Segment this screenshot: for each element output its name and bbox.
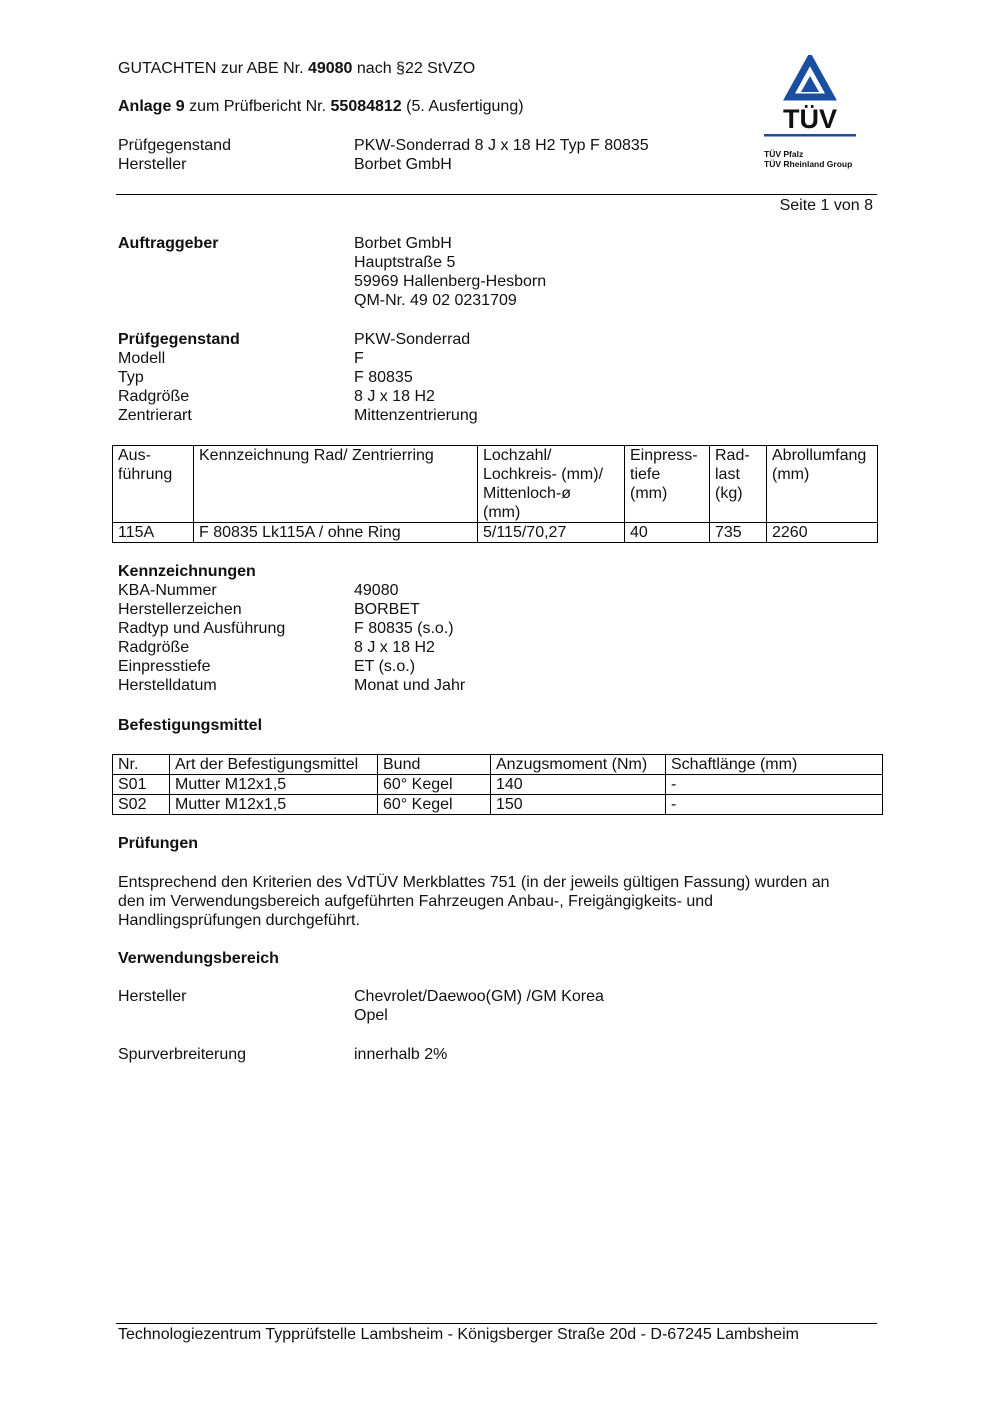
table-header-cell: Bund <box>378 755 491 775</box>
table-header-cell: Aus- führung <box>113 446 194 523</box>
logo-subtitle-2: TÜV Rheinland Group <box>764 159 853 169</box>
header-divider <box>116 194 877 195</box>
table-cell: 5/115/70,27 <box>478 523 625 543</box>
test-object-values <box>354 330 478 425</box>
paragraph-line: Entsprechend den Kriterien des VdTÜV Merkblattes 751 (in der jeweils gültigen Fassung) wurden an <box>118 874 830 891</box>
test-object-label: Modell <box>118 350 166 367</box>
table-header-cell: Kennzeichnung Rad/ Zentrierring <box>194 446 478 523</box>
logo-text: TÜV <box>783 104 837 134</box>
table-header-cell: Einpress- tiefe (mm) <box>625 446 710 523</box>
document-title: GUTACHTEN zur ABE Nr. 49080 nach §22 StVZO <box>118 60 476 77</box>
table-cell: - <box>666 775 883 795</box>
client-city: 59969 Hallenberg-Hesborn <box>354 273 547 290</box>
marking-label: KBA-Nummer <box>118 582 217 599</box>
marking-label: Herstelldatum <box>118 677 217 694</box>
marking-value: 49080 <box>354 582 399 599</box>
client-address <box>354 234 546 310</box>
table-cell: 60° Kegel <box>378 795 491 815</box>
header-value-hersteller: Borbet GmbH <box>354 156 452 173</box>
marking-label: Herstellerzeichen <box>118 601 242 618</box>
test-object-heading: Prüfgegenstand <box>118 331 240 348</box>
paragraph-line: den im Verwendungsbereich aufgeführten Fahrzeugen Anbau-, Freigängigkeits- und <box>118 893 714 910</box>
usage-manufacturer-values <box>354 987 604 1025</box>
test-object-labels <box>118 330 240 425</box>
track-widening-value: innerhalb 2% <box>354 1046 448 1063</box>
table-header-cell: Lochzahl/ Lochkreis- (mm)/ Mittenloch-ø (mm) <box>478 446 625 523</box>
client-qm-number: QM-Nr. 49 02 0231709 <box>354 292 517 309</box>
marking-value: BORBET <box>354 601 420 618</box>
table-header-cell: Art der Befestigungsmittel <box>170 755 378 775</box>
usage-heading: Verwendungsbereich <box>118 950 279 967</box>
table-cell: 150 <box>491 795 666 815</box>
table-cell: 40 <box>625 523 710 543</box>
marking-label: Radgröße <box>118 639 190 656</box>
client-street: Hauptstraße 5 <box>354 254 456 271</box>
marking-label: Radtyp und Ausführung <box>118 620 286 637</box>
manufacturer-value: Chevrolet/Daewoo(GM) /GM Korea <box>354 988 604 1005</box>
marking-value: 8 J x 18 H2 <box>354 639 435 656</box>
marking-label: Einpresstiefe <box>118 658 211 675</box>
test-object-value: Mittenzentrierung <box>354 407 478 424</box>
table-cell: Mutter M12x1,5 <box>170 795 378 815</box>
tests-paragraph <box>118 873 830 930</box>
table-cell: F 80835 Lk115A / ohne Ring <box>194 523 478 543</box>
test-object-value: PKW-Sonderrad <box>354 331 471 348</box>
test-object-label: Radgröße <box>118 388 190 405</box>
header-value-pruefgegenstand: PKW-Sonderrad 8 J x 18 H2 Typ F 80835 <box>354 137 649 154</box>
table-header-cell: Nr. <box>113 755 170 775</box>
table-row <box>113 795 883 815</box>
test-object-value: F <box>354 350 364 367</box>
marking-value: Monat und Jahr <box>354 677 466 694</box>
paragraph-line: Handlingsprüfungen durchgeführt. <box>118 912 360 929</box>
client-name: Borbet GmbH <box>354 235 452 252</box>
table-cell: - <box>666 795 883 815</box>
tests-heading: Prüfungen <box>118 835 198 852</box>
table-cell: 735 <box>710 523 767 543</box>
markings-labels <box>118 562 285 695</box>
footer-divider <box>116 1323 877 1324</box>
table-cell: 2260 <box>767 523 878 543</box>
tuv-triangle-icon <box>758 55 862 175</box>
test-object-label: Zentrierart <box>118 407 192 424</box>
markings-values <box>354 581 465 695</box>
track-widening-label: Spurverbreiterung <box>118 1046 247 1063</box>
marking-value: F 80835 (s.o.) <box>354 620 454 637</box>
marking-value: ET (s.o.) <box>354 658 416 675</box>
footer-address: Technologiezentrum Typprüfstelle Lambsheim - Königsberger Straße 20d - D-67245 Lambsheim <box>118 1326 799 1343</box>
table-header-cell: Anzugsmoment (Nm) <box>491 755 666 775</box>
table-header-row <box>113 755 883 775</box>
fasteners-heading: Befestigungsmittel <box>118 717 263 734</box>
logo-subtitle-1: TÜV Pfalz <box>764 149 804 159</box>
wheel-version-table <box>112 445 878 543</box>
header-label-hersteller: Hersteller <box>118 156 187 173</box>
table-header-row <box>113 446 878 523</box>
page-number: Seite 1 von 8 <box>779 197 873 214</box>
table-cell: 140 <box>491 775 666 795</box>
table-cell: 60° Kegel <box>378 775 491 795</box>
header-label-pruefgegenstand: Prüfgegenstand <box>118 137 231 154</box>
table-cell: 115A <box>113 523 194 543</box>
fasteners-table <box>112 754 883 815</box>
table-cell: Mutter M12x1,5 <box>170 775 378 795</box>
usage-manufacturer-label: Hersteller <box>118 988 187 1005</box>
markings-heading: Kennzeichnungen <box>118 563 256 580</box>
table-header-cell: Abrollumfang (mm) <box>767 446 878 523</box>
table-row <box>113 523 878 543</box>
section-label-auftraggeber: Auftraggeber <box>118 235 219 252</box>
table-header-cell: Schaftlänge (mm) <box>666 755 883 775</box>
table-cell: S01 <box>113 775 170 795</box>
test-object-value: 8 J x 18 H2 <box>354 388 435 405</box>
table-cell: S02 <box>113 795 170 815</box>
table-header-cell: Rad- last (kg) <box>710 446 767 523</box>
test-object-value: F 80835 <box>354 369 413 386</box>
test-object-label: Typ <box>118 369 144 386</box>
tuv-logo <box>758 55 862 175</box>
manufacturer-value: Opel <box>354 1007 388 1024</box>
annex-reference: Anlage 9 zum Prüfbericht Nr. 55084812 (5. Ausfertigung) <box>118 98 524 115</box>
table-row <box>113 775 883 795</box>
